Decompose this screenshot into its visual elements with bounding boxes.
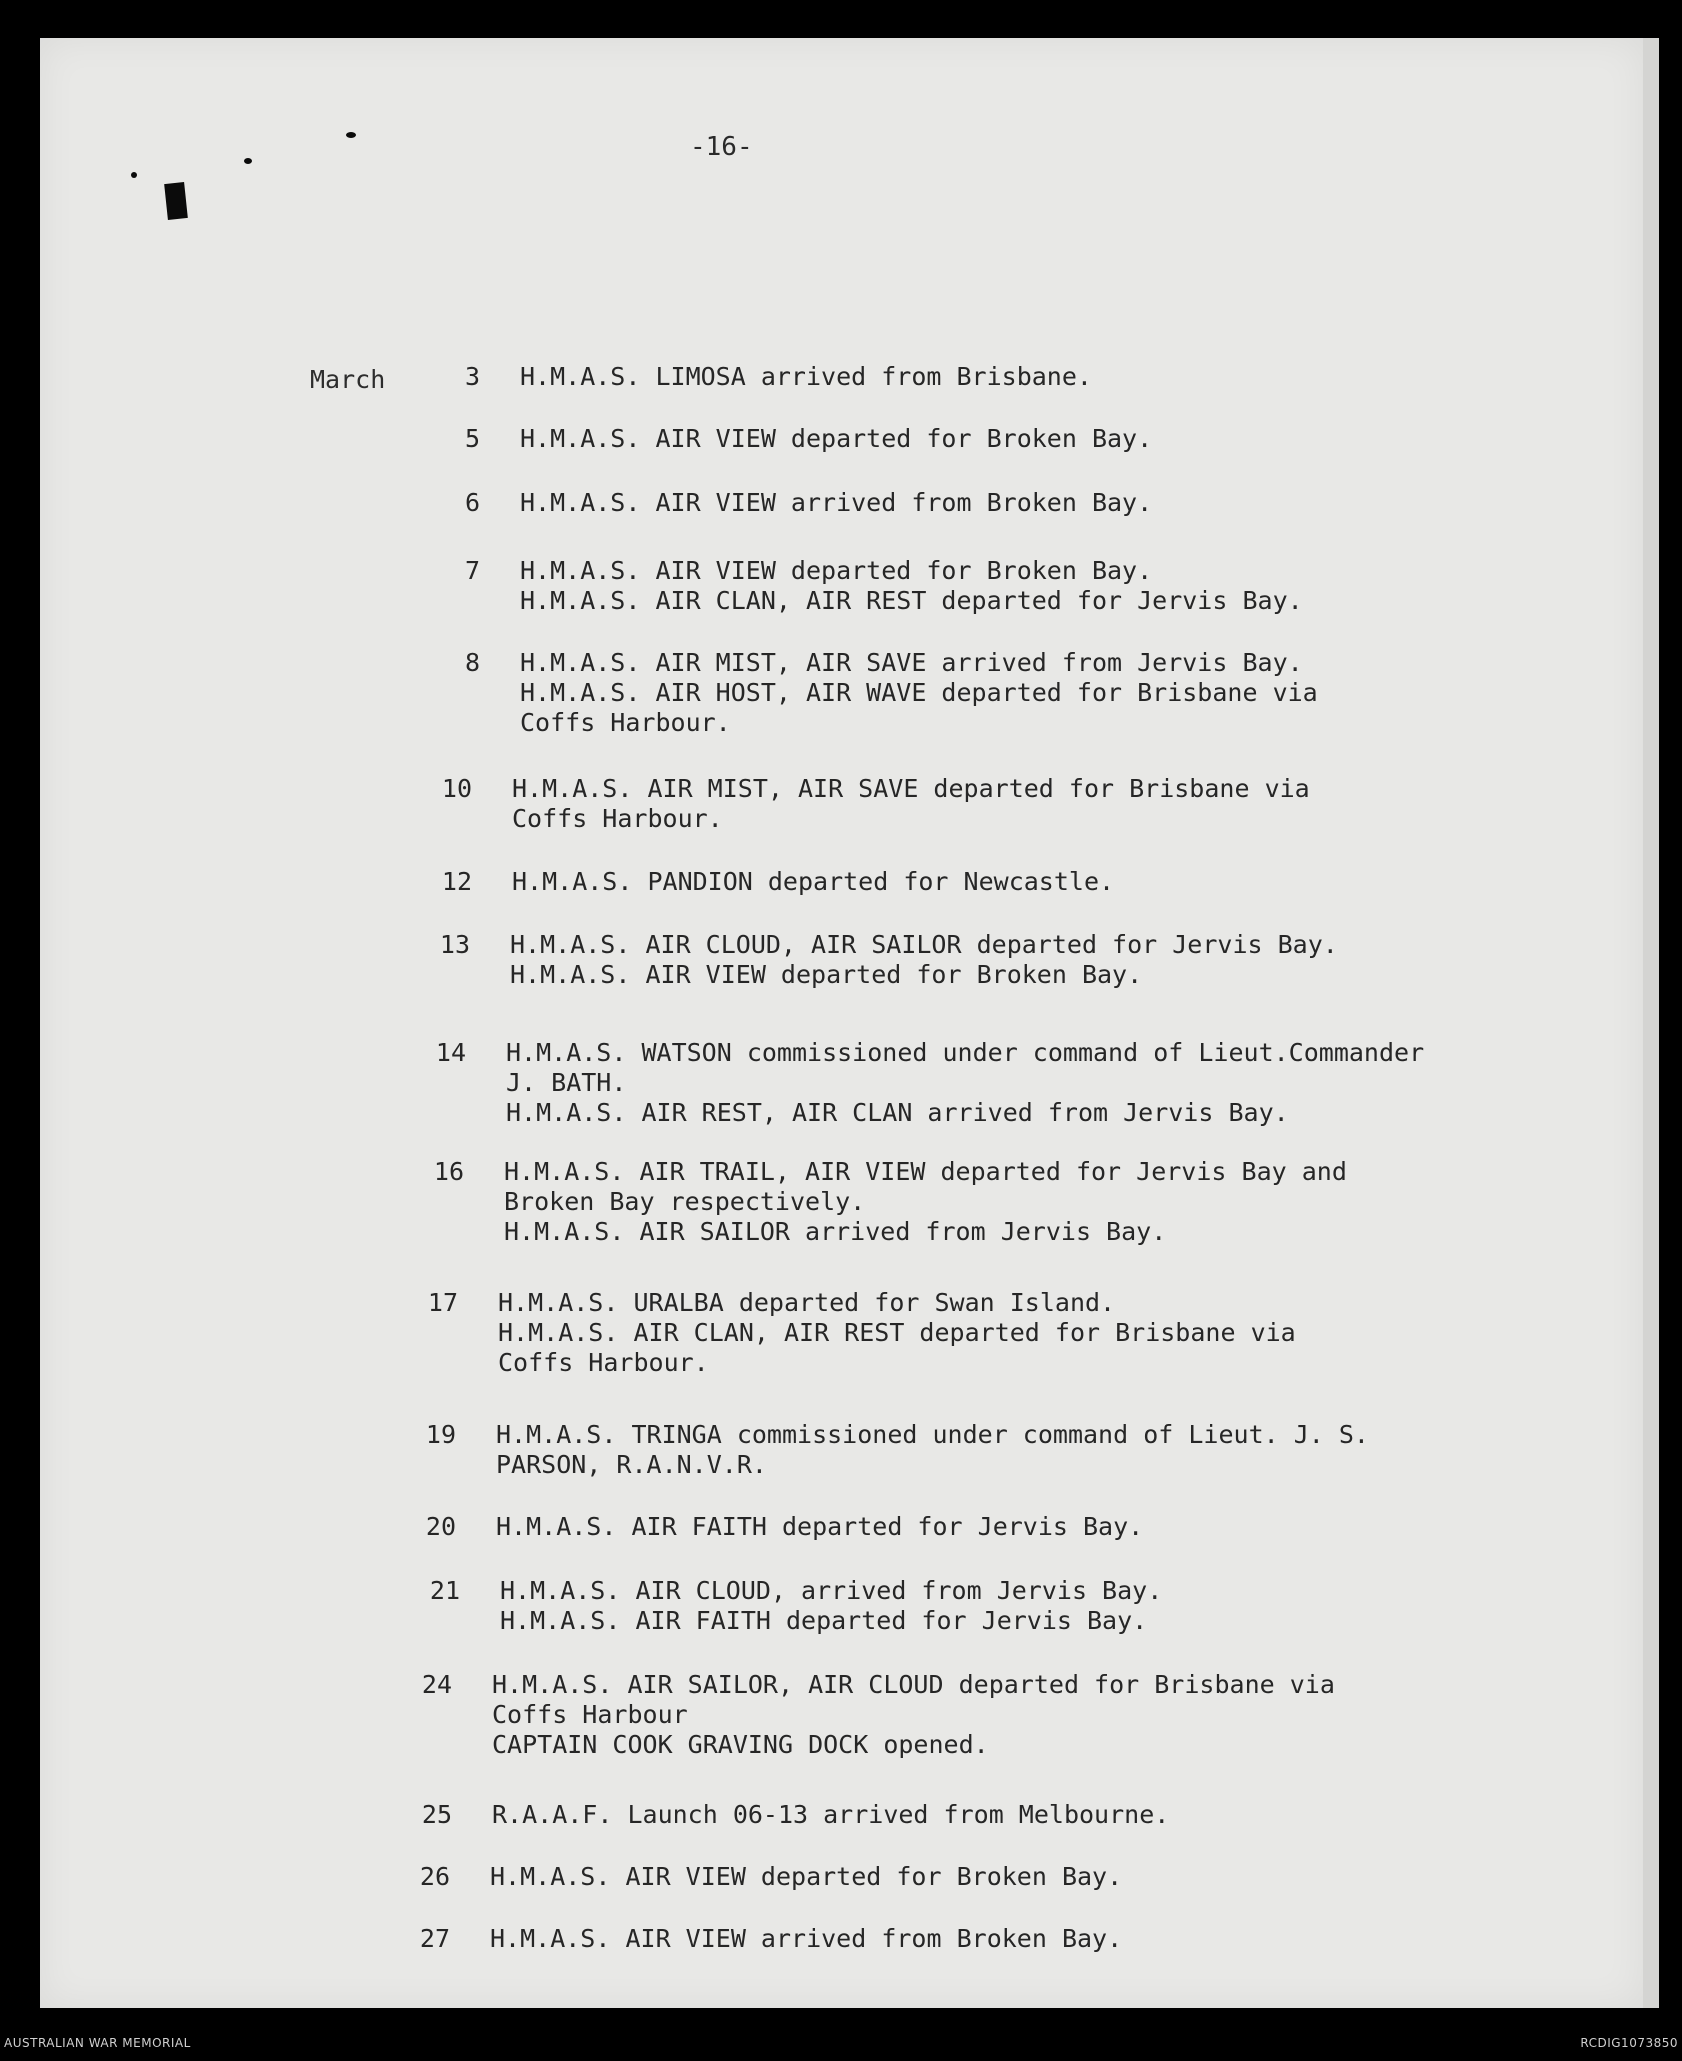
entry-text	[496, 1420, 1369, 1480]
entry-line: H.M.A.S. URALBA departed for Swan Island.	[498, 1288, 1116, 1317]
entry-text	[490, 1924, 1122, 1954]
ink-speck	[244, 158, 252, 164]
entry-line: H.M.A.S. AIR HOST, AIR WAVE departed for Brisbane via	[520, 678, 1318, 707]
entry-text	[504, 1157, 1347, 1247]
entry-text	[492, 1670, 1335, 1760]
entry-day: 21	[429, 1576, 460, 1605]
entry-text	[512, 774, 1310, 834]
month-label: March	[310, 365, 386, 394]
entry-line: H.M.A.S. AIR VIEW departed for Broken Bay.	[510, 960, 1143, 989]
entry-line: Coffs Harbour.	[520, 708, 731, 737]
entry-day: 14	[435, 1038, 466, 1067]
entry-line: CAPTAIN COOK GRAVING DOCK opened.	[492, 1730, 989, 1759]
entry-line: R.A.A.F. Launch 06-13 arrived from Melbourne.	[492, 1800, 1170, 1829]
entry-day: 5	[464, 424, 480, 453]
entry-line: H.M.A.S. TRINGA commissioned under command of Lieut. J. S.	[496, 1420, 1369, 1449]
entry-line: H.M.A.S. AIR CLOUD, arrived from Jervis Bay.	[500, 1576, 1163, 1605]
entry-line: Coffs Harbour.	[512, 804, 723, 833]
entry-line: H.M.A.S. AIR MIST, AIR SAVE arrived from Jervis Bay.	[520, 648, 1303, 677]
entry-day: 16	[433, 1157, 464, 1186]
entry-text	[506, 1038, 1424, 1128]
entry-line: H.M.A.S. WATSON commissioned under command of Lieut.Commander	[506, 1038, 1425, 1067]
entry-text	[496, 1512, 1143, 1542]
entry-line: H.M.A.S. AIR SAILOR, AIR CLOUD departed for Brisbane via	[492, 1670, 1335, 1699]
entry-line: J. BATH.	[506, 1068, 627, 1097]
entry-day: 13	[439, 930, 470, 959]
entry-text	[520, 488, 1152, 518]
entry-text	[498, 1288, 1296, 1378]
entry-day: 10	[441, 774, 472, 803]
entry-text	[510, 930, 1338, 990]
entry-line: H.M.A.S. AIR TRAIL, AIR VIEW departed for Jervis Bay and	[504, 1157, 1347, 1186]
entry-day: 24	[421, 1670, 452, 1699]
entry-day: 26	[419, 1862, 450, 1891]
entry-day: 17	[427, 1288, 458, 1317]
entry-line: H.M.A.S. AIR MIST, AIR SAVE departed for Brisbane via	[512, 774, 1310, 803]
entry-line: H.M.A.S. AIR FAITH departed for Jervis Bay.	[496, 1512, 1144, 1541]
entry-line: H.M.A.S. AIR VIEW departed for Broken Bay.	[490, 1862, 1123, 1891]
entry-day: 20	[425, 1512, 456, 1541]
entry-line: Coffs Harbour.	[498, 1348, 709, 1377]
entry-line: H.M.A.S. AIR REST, AIR CLAN arrived from Jervis Bay.	[506, 1098, 1289, 1127]
archive-reference: RCDIG1073850	[1580, 2036, 1678, 2050]
entry-line: H.M.A.S. AIR VIEW departed for Broken Bay.	[520, 556, 1153, 585]
entry-line: H.M.A.S. AIR FAITH departed for Jervis Bay.	[500, 1606, 1148, 1635]
page-edge	[1643, 38, 1659, 2008]
entry-line: H.M.A.S. PANDION departed for Newcastle.	[512, 867, 1115, 896]
entry-day: 7	[464, 556, 480, 585]
ink-speck	[131, 172, 137, 178]
entry-line: H.M.A.S. AIR CLOUD, AIR SAILOR departed for Jervis Bay.	[510, 930, 1338, 959]
entry-line: H.M.A.S. AIR VIEW departed for Broken Bay.	[520, 424, 1153, 453]
entry-line: PARSON, R.A.N.V.R.	[496, 1450, 767, 1479]
entry-text	[520, 424, 1152, 454]
entry-text	[512, 867, 1114, 897]
entry-line: H.M.A.S. AIR CLAN, AIR REST departed for Jervis Bay.	[520, 586, 1303, 615]
page-number: -16-	[690, 132, 753, 162]
entry-text	[520, 362, 1092, 392]
entry-line: H.M.A.S. LIMOSA arrived from Brisbane.	[520, 362, 1092, 391]
ink-speck	[346, 132, 356, 138]
entry-line: H.M.A.S. AIR VIEW arrived from Broken Bay.	[520, 488, 1153, 517]
entry-line: Broken Bay respectively.	[504, 1187, 866, 1216]
entry-day: 8	[464, 648, 480, 677]
entry-line: Coffs Harbour	[492, 1700, 688, 1729]
entry-day: 3	[464, 362, 480, 391]
entry-text	[520, 648, 1318, 738]
entry-day: 19	[425, 1420, 456, 1449]
entry-text	[500, 1576, 1162, 1636]
entry-day: 6	[464, 488, 480, 517]
entry-line: H.M.A.S. AIR SAILOR arrived from Jervis Bay.	[504, 1217, 1167, 1246]
entry-day: 12	[441, 867, 472, 896]
entry-day: 25	[421, 1800, 452, 1829]
archive-credit: AUSTRALIAN WAR MEMORIAL	[4, 2036, 191, 2050]
punch-hole-mark	[164, 182, 188, 220]
entry-line: H.M.A.S. AIR CLAN, AIR REST departed for Brisbane via	[498, 1318, 1296, 1347]
entry-text	[490, 1862, 1122, 1892]
entry-text	[520, 556, 1303, 616]
entry-day: 27	[419, 1924, 450, 1953]
entry-text	[492, 1800, 1169, 1830]
entry-line: H.M.A.S. AIR VIEW arrived from Broken Bay.	[490, 1924, 1123, 1953]
